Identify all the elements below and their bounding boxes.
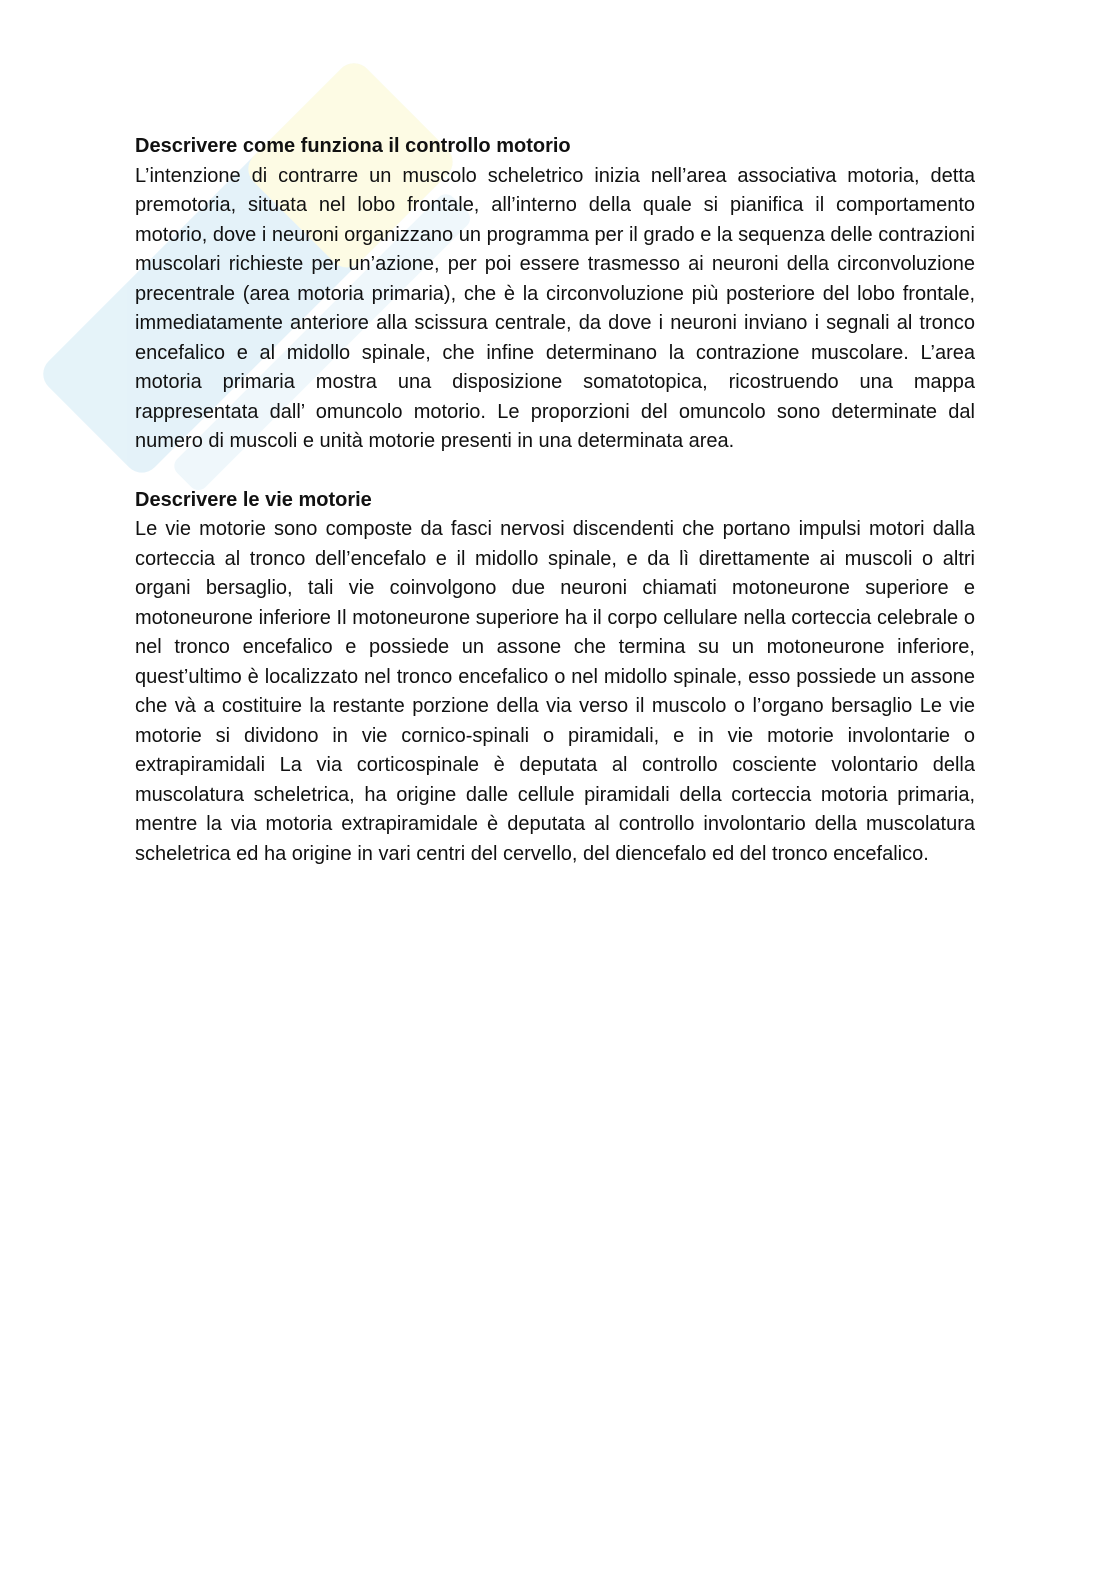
document-body — [135, 132, 975, 898]
section-vie-motorie — [135, 486, 975, 870]
section-heading: Descrivere come funziona il controllo motorio — [135, 135, 571, 157]
section-controllo-motorio — [135, 132, 975, 457]
section-paragraph: Le vie motorie sono composte da fasci nervosi discendenti che portano impulsi motori dalla corteccia al tronco dell’encefalo e il midollo spinale, e da lì direttamente ai muscoli o altri organi bersaglio, tali vie coinvolgono due neuroni chiamati motoneurone superiore e motoneurone inferiore Il motoneurone superiore ha il corpo cellulare nella corteccia celebrale o nel tronco encefalico e possiede un assone che termina su un motoneurone inferiore, quest’ultimo è localizzato nel tronco encefalico o nel midollo spinale, esso possiede un assone che và a costituire la restante porzione della via verso il muscolo o l’organo bersaglio Le vie motorie si dividono in vie cornico-spinali o piramidali, e in vie motorie involontarie o extrapiramidali La via corticospinale è deputata al controllo cosciente volontario della muscolatura scheletrica, ha origine dalle cellule piramidali della corteccia motoria primaria, mentre la via motoria extrapiramidale è deputata al controllo involontario della muscolatura scheletrica ed ha origine in vari centri del cervello, del diencefalo ed del tronco encefalico. — [135, 518, 975, 865]
section-heading: Descrivere le vie motorie — [135, 488, 372, 511]
section-paragraph: L’intenzione di contrarre un muscolo scheletrico inizia nell’area associativa motoria, detta premotoria, situata nel lobo frontale, all’interno della quale si pianifica il comportamento motorio, dove i neuroni organizzano un programma per il grado e la sequenza delle contrazioni muscolari richieste per un’azione, per poi essere trasmesso ai neuroni della circonvoluzione precentrale (area motoria primaria), che è la circonvoluzione più posteriore del lobo frontale, immediatamente anteriore alla scissura centrale, da dove i neuroni inviano i segnali al tronco encefalico e al midollo spinale, che infine determinano la contrazione muscolare. L’area motoria primaria mostra una disposizione somatotopica, ricostruendo una mappa rappresentata dall’ omuncolo motorio. Le proporzioni del omuncolo sono determinate dal numero di muscoli e unità motorie presenti in una determinata area. — [135, 164, 975, 452]
